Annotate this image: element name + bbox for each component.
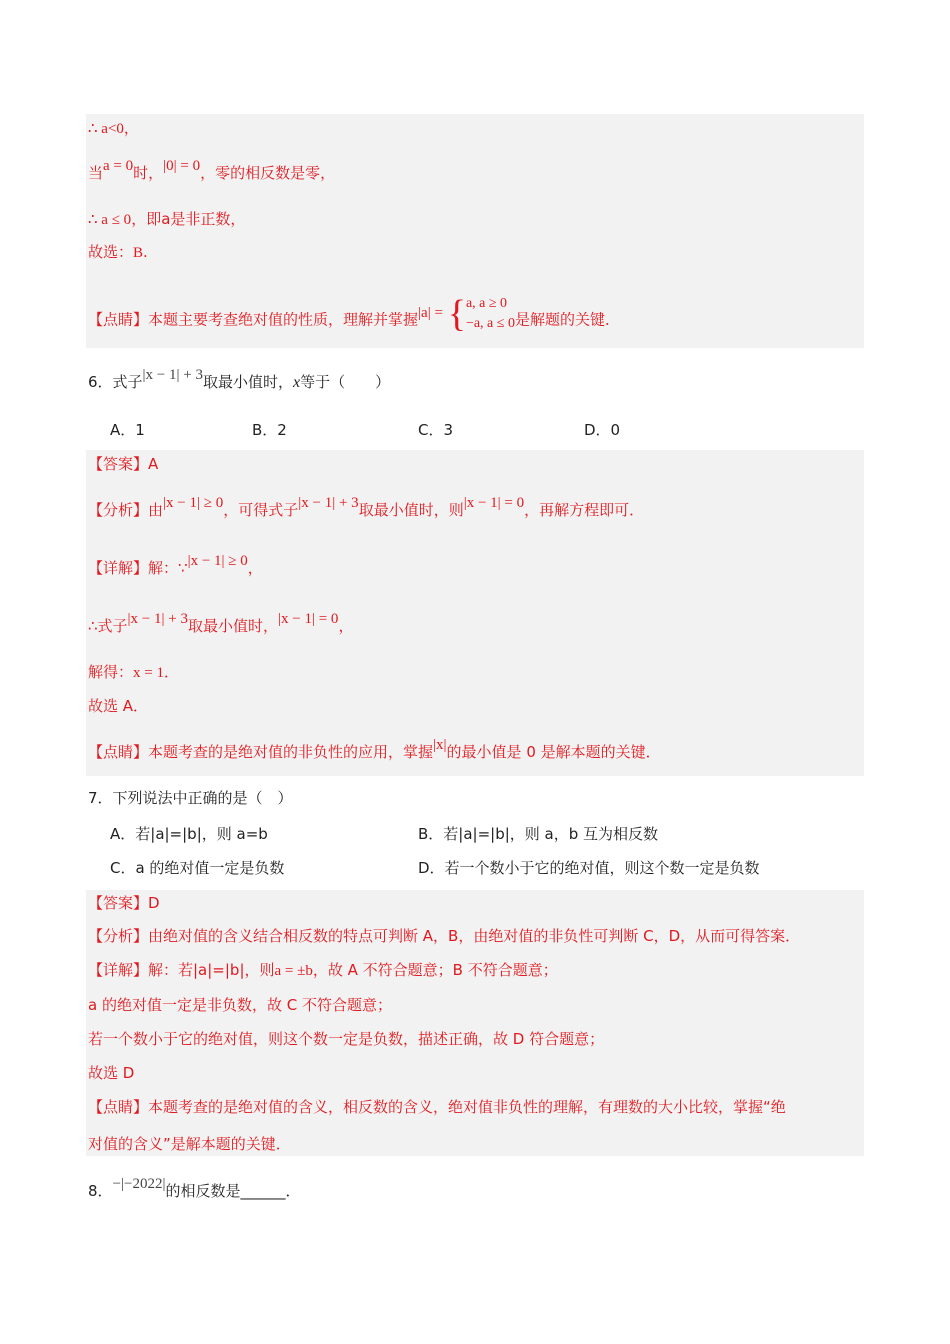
piecewise-definition: {a, a ≥ 0 −a, a ≤ 0 (447, 293, 515, 335)
q7-option-a[interactable]: A．若|a|=|b|，则 a=b (110, 825, 268, 843)
q6-analysis: 【分析】由|x − 1| ≥ 0，可得式子|x − 1| + 3取最小值时，则|x − 1| = 0，再解方程即可． (88, 495, 645, 519)
q6-option-c[interactable]: C．3 (418, 421, 454, 439)
q6-remark: 【点睛】本题考查的是绝对值的非负性的应用，掌握|x|的最小值是 0 是解本题的关键． (88, 737, 661, 761)
q6-detail-line3: 解得：x = 1． (88, 663, 179, 681)
q6-option-b[interactable]: B．2 (252, 421, 287, 439)
math-a-lt-0: ∴ a<0， (88, 121, 139, 137)
q7-remark-cont: 对值的含义”是解本题的关键． (88, 1135, 291, 1153)
q6-detail: 【详解】解：∵|x − 1| ≥ 0， (88, 553, 263, 577)
box1-remark: 【点睛】本题主要考查绝对值的性质，理解并掌握|a| = {a, a ≥ 0 −a, a ≤ 0是解题的关键． (88, 293, 620, 335)
math-neg-abs-neg-2022: −|−2022| (112, 1176, 166, 1192)
q6-option-a[interactable]: A．1 (110, 421, 145, 439)
math-abs-x-minus-1-plus-3: |x − 1| + 3 (142, 367, 203, 383)
box1-line4: 故选：B. (88, 243, 148, 261)
q7-remark: 【点睛】本题考查的是绝对值的含义，相反数的含义，绝对值非负性的理解，有理数的大小比较，掌握“绝 (88, 1098, 786, 1116)
q7-choice: 故选 D (88, 1064, 135, 1082)
q7-option-d[interactable]: D．若一个数小于它的绝对值，则这个数一定是负数 (418, 859, 760, 877)
q6-answer: 【答案】A (88, 455, 159, 473)
question-7-stem: 7．下列说法中正确的是（ ） (88, 789, 293, 807)
question-6-stem: 6．式子|x − 1| + 3取最小值时，x等于（ ） (88, 367, 391, 391)
q6-detail-line2: ∴式子|x − 1| + 3取最小值时，|x − 1| = 0， (88, 611, 354, 635)
q6-choice: 故选 A． (88, 697, 149, 715)
q7-option-b[interactable]: B．若|a|=|b|，则 a，b 互为相反数 (418, 825, 659, 843)
question-8-stem: 8．−|−2022|的相反数是______． (88, 1176, 301, 1200)
q7-option-c[interactable]: C．a 的绝对值一定是负数 (110, 859, 285, 877)
q7-analysis: 【分析】由绝对值的含义结合相反数的特点可判断 A，B，由绝对值的非负性可判断 C，D，从而可得答案． (88, 927, 801, 945)
math-a-le-0: ∴ a ≤ 0 (88, 212, 132, 228)
math-abs-0: |0| = 0 (163, 158, 201, 174)
box1-line2: 当a = 0时，|0| = 0，零的相反数是零， (88, 158, 336, 182)
q7-detail-line2: a 的绝对值一定是非负数，故 C 不符合题意； (88, 996, 392, 1014)
math-abs-a: |a| = (418, 304, 443, 321)
math-a-eq-0: a = 0 (103, 158, 134, 174)
q7-detail: 【详解】解：若|a|=|b|，则a = ±b，故 A 不符合题意；B 不符合题意； (88, 961, 558, 979)
q7-detail-line3: 若一个数小于它的绝对值，则这个数一定是负数，描述正确，故 D 符合题意； (88, 1030, 605, 1048)
q6-option-d[interactable]: D．0 (584, 421, 621, 439)
q7-answer: 【答案】D (88, 894, 160, 912)
box1-line3: ∴ a ≤ 0，即a是非正数， (88, 210, 246, 228)
remark-tag: 【点睛】 (88, 310, 149, 329)
box1-line1 (88, 118, 139, 139)
